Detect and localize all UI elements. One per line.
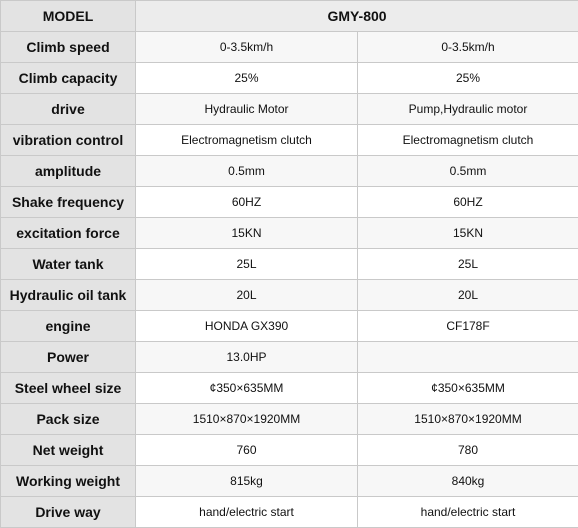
- table-row: [1, 249, 578, 280]
- row-label: Power: [1, 342, 136, 373]
- row-label: excitation force: [1, 218, 136, 249]
- row-value-2: 25%: [358, 63, 578, 94]
- table-row: [1, 94, 578, 125]
- row-value-2: 1510×870×1920MM: [358, 404, 578, 435]
- table-row: [1, 311, 578, 342]
- row-value-2: Electromagnetism clutch: [358, 125, 578, 156]
- row-value-2: 0.5mm: [358, 156, 578, 187]
- row-value-2: 20L: [358, 280, 578, 311]
- row-label: Steel wheel size: [1, 373, 136, 404]
- row-label: Water tank: [1, 249, 136, 280]
- row-value-1: 0-3.5km/h: [136, 32, 358, 63]
- row-label: Drive way: [1, 497, 136, 528]
- table-row: [1, 466, 578, 497]
- row-value-1: HONDA GX390: [136, 311, 358, 342]
- row-value-1: hand/electric start: [136, 497, 358, 528]
- table-row: [1, 404, 578, 435]
- row-value-2: 780: [358, 435, 578, 466]
- row-value-1: 15KN: [136, 218, 358, 249]
- row-value-1: 13.0HP: [136, 342, 358, 373]
- model-label: MODEL: [1, 1, 136, 32]
- row-label: drive: [1, 94, 136, 125]
- table-row: [1, 497, 578, 528]
- row-value-2: 15KN: [358, 218, 578, 249]
- row-label: amplitude: [1, 156, 136, 187]
- header-row: [1, 1, 578, 32]
- row-value-2: 0-3.5km/h: [358, 32, 578, 63]
- row-value-1: 0.5mm: [136, 156, 358, 187]
- row-label: Pack size: [1, 404, 136, 435]
- row-value-2: ¢350×635MM: [358, 373, 578, 404]
- row-value-1: 1510×870×1920MM: [136, 404, 358, 435]
- row-value-2: CF178F: [358, 311, 578, 342]
- row-label: Climb speed: [1, 32, 136, 63]
- row-value-2: [358, 342, 578, 373]
- row-value-1: 25%: [136, 63, 358, 94]
- row-value-1: 760: [136, 435, 358, 466]
- row-value-2: 60HZ: [358, 187, 578, 218]
- table-row: [1, 125, 578, 156]
- spec-table-body: [1, 1, 578, 528]
- table-row: [1, 342, 578, 373]
- row-value-2: 840kg: [358, 466, 578, 497]
- row-value-1: 25L: [136, 249, 358, 280]
- row-value-2: 25L: [358, 249, 578, 280]
- row-label: Hydraulic oil tank: [1, 280, 136, 311]
- row-value-2: Pump,Hydraulic motor: [358, 94, 578, 125]
- row-label: Shake frequency: [1, 187, 136, 218]
- row-value-1: 20L: [136, 280, 358, 311]
- row-value-1: Hydraulic Motor: [136, 94, 358, 125]
- row-label: Working weight: [1, 466, 136, 497]
- table-row: [1, 63, 578, 94]
- table-row: [1, 435, 578, 466]
- row-label: vibration control: [1, 125, 136, 156]
- table-row: [1, 373, 578, 404]
- row-value-1: ¢350×635MM: [136, 373, 358, 404]
- table-row: [1, 280, 578, 311]
- row-value-2: hand/electric start: [358, 497, 578, 528]
- table-row: [1, 156, 578, 187]
- row-value-1: 60HZ: [136, 187, 358, 218]
- table-row: [1, 218, 578, 249]
- row-label: engine: [1, 311, 136, 342]
- table-row: [1, 32, 578, 63]
- row-label: Net weight: [1, 435, 136, 466]
- model-value: GMY-800: [136, 1, 578, 32]
- row-value-1: 815kg: [136, 466, 358, 497]
- table-row: [1, 187, 578, 218]
- row-value-1: Electromagnetism clutch: [136, 125, 358, 156]
- row-label: Climb capacity: [1, 63, 136, 94]
